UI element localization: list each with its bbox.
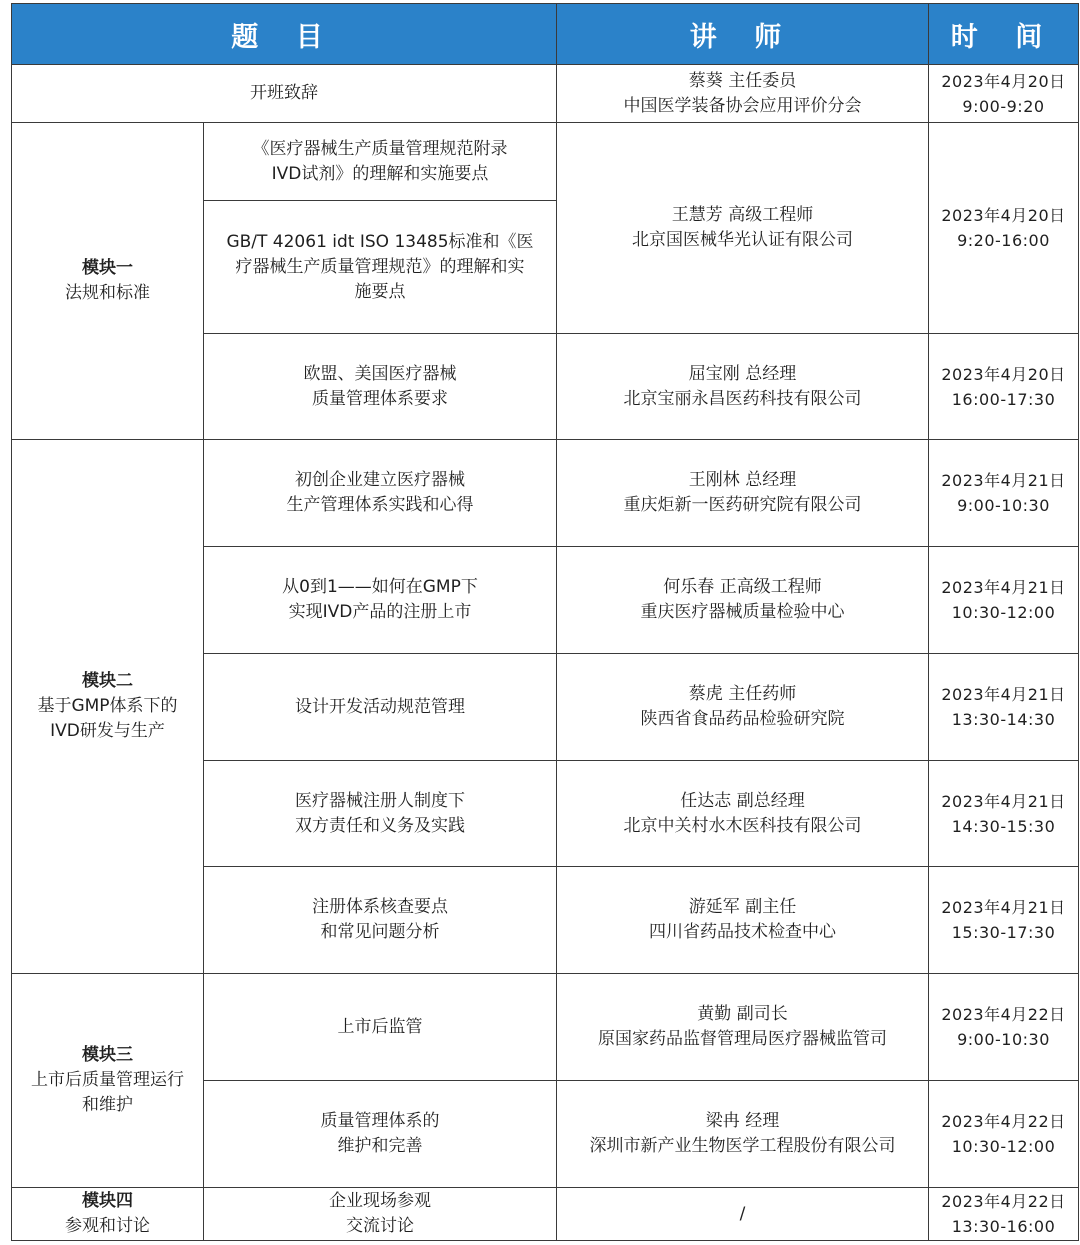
module-subtitle: 和维护 [82,1095,133,1115]
header-lecturer: 讲 师 [557,4,929,65]
session-date: 2023年4月20日 [941,364,1066,384]
lecturer-name: 何乐春 正高级工程师 [663,577,822,597]
lecturer-org: 重庆炬新一医药研究院有限公司 [623,495,862,515]
session-topic [204,547,557,654]
session-hours: 9:00-10:30 [957,496,1050,515]
session-date: 2023年4月21日 [941,471,1066,490]
header-time: 时 间 [929,4,1079,65]
topic-text: 交流讨论 [346,1216,414,1236]
module-subtitle: 基于GMP体系下的 [37,696,178,716]
lecturer-name: 黄勤 副司长 [697,1004,788,1024]
lecturer-name: 梁冉 经理 [705,1111,780,1131]
session-time [929,654,1079,761]
session-time [929,1188,1079,1241]
lecturer-name: 蔡虎 主任药师 [688,684,797,704]
schedule-table [11,3,1079,1241]
topic-text: 实现IVD产品的注册上市 [288,602,472,622]
session-time [929,761,1079,867]
session-lecturer [557,974,929,1081]
session-topic [204,867,557,974]
session-topic [204,334,557,440]
module-cell [12,974,204,1188]
topic-text: 欧盟、美国医疗器械 [303,363,457,384]
topic-text: 施要点 [354,281,406,302]
session-topic [204,1188,557,1241]
topic-text: 注册体系核查要点 [312,897,448,917]
topic-text: 初创企业建立医疗器械 [295,470,465,490]
lecturer-org: 中国医学装备协会应用评价分会 [623,95,862,116]
table-row [12,1188,1079,1241]
session-hours: 10:30-12:00 [951,603,1056,622]
session-date: 2023年4月22日 [941,1005,1066,1024]
session-topic [204,123,557,201]
lecturer-org: 北京中关村水木医科技有限公司 [623,815,862,836]
session-topic [12,65,557,123]
session-time [929,547,1079,654]
topic-text: 《医疗器械生产质量管理规范附录 [252,138,508,159]
topic-text: 疗器械生产质量管理规范》的理解和实 [235,256,525,277]
session-topic [204,440,557,547]
session-time [929,1081,1079,1188]
topic-text: GB/T 42061 idt ISO 13485标准和《医 [226,231,534,252]
lecturer-org: 原国家药品监督管理局医疗器械监管司 [598,1029,887,1049]
topic-text: 质量管理体系的 [320,1111,440,1131]
session-hours: 15:30-17:30 [951,923,1056,942]
session-hours: 9:00-9:20 [962,96,1045,116]
table-row [12,974,1079,1081]
topic-text: 从0到1——如何在GMP下 [282,577,478,597]
module-title: 模块二 [82,671,133,691]
session-date: 2023年4月21日 [941,791,1066,811]
session-lecturer [557,1081,929,1188]
module-title: 模块三 [82,1045,133,1065]
session-hours: 9:00-10:30 [957,1030,1050,1049]
session-lecturer [557,65,929,123]
table-row [12,65,1079,123]
lecturer-name: 任达志 副总经理 [680,790,805,811]
topic-text: 质量管理体系要求 [312,388,448,409]
lecturer-name: 游延军 副主任 [688,897,797,917]
session-time [929,974,1079,1081]
lecturer-name: 屈宝刚 总经理 [688,363,797,384]
session-topic [204,654,557,761]
table-row [12,440,1079,547]
module-subtitle: 上市后质量管理运行 [31,1070,184,1090]
topic-text: 企业现场参观 [329,1191,431,1211]
lecturer-name: 王慧芳 高级工程师 [671,205,814,225]
session-time [929,334,1079,440]
module-cell [12,123,204,440]
header-row [12,4,1079,65]
session-lecturer [557,547,929,654]
module-subtitle: IVD研发与生产 [50,721,165,741]
lecturer-org: 深圳市新产业生物医学工程股份有限公司 [589,1136,896,1156]
topic-text: 和常见问题分析 [320,922,440,942]
module-cell [12,1188,204,1241]
session-date: 2023年4月20日 [941,206,1066,225]
lecturer-org: 北京国医械华光认证有限公司 [632,230,853,250]
session-date: 2023年4月20日 [941,71,1066,91]
topic-text: 生产管理体系实践和心得 [286,495,474,515]
session-topic [204,1081,557,1188]
session-date: 2023年4月21日 [941,898,1066,917]
session-hours: 13:30-14:30 [951,710,1056,729]
lecturer-org: 四川省药品技术检查中心 [649,922,836,942]
session-time [929,440,1079,547]
session-date: 2023年4月22日 [941,1112,1066,1131]
lecturer-name: 王刚林 总经理 [688,470,797,490]
session-lecturer [557,440,929,547]
topic-text: 开班致辞 [250,83,318,103]
module-title: 模块四 [82,1191,133,1211]
session-hours: 14:30-15:30 [951,816,1056,836]
table-row [12,123,1079,201]
session-lecturer [557,867,929,974]
topic-text: 维护和完善 [337,1136,423,1156]
session-topic [204,974,557,1081]
session-lecturer [557,654,929,761]
topic-text: 设计开发活动规范管理 [295,696,465,717]
lecturer-org: 重庆医疗器械质量检验中心 [640,602,845,622]
topic-text: 双方责任和义务及实践 [295,815,465,836]
lecturer-placeholder: / [739,1203,746,1224]
session-time [929,65,1079,123]
session-topic [204,201,557,334]
topic-text: 医疗器械注册人制度下 [295,790,465,811]
module-subtitle: 参观和讨论 [65,1216,150,1236]
session-lecturer [557,334,929,440]
session-hours: 16:00-17:30 [951,389,1056,409]
module-subtitle: 法规和标准 [65,283,150,303]
session-lecturer [557,1188,929,1241]
header-topic: 题 目 [12,4,557,65]
session-time [929,867,1079,974]
lecturer-name: 蔡葵 主任委员 [688,70,797,91]
topic-text: IVD试剂》的理解和实施要点 [271,163,489,184]
module-title: 模块一 [82,258,133,278]
lecturer-org: 北京宝丽永昌医药科技有限公司 [623,388,862,409]
lecturer-org: 陕西省食品药品检验研究院 [640,709,845,729]
session-time [929,123,1079,334]
session-lecturer [557,761,929,867]
module-cell [12,440,204,974]
session-date: 2023年4月21日 [941,685,1066,704]
session-lecturer [557,123,929,334]
session-hours: 10:30-12:00 [951,1137,1056,1156]
session-date: 2023年4月22日 [941,1192,1066,1211]
session-hours: 9:20-16:00 [957,231,1050,250]
topic-text: 上市后监管 [337,1016,423,1037]
session-hours: 13:30-16:00 [951,1217,1056,1236]
session-date: 2023年4月21日 [941,578,1066,597]
session-topic [204,761,557,867]
